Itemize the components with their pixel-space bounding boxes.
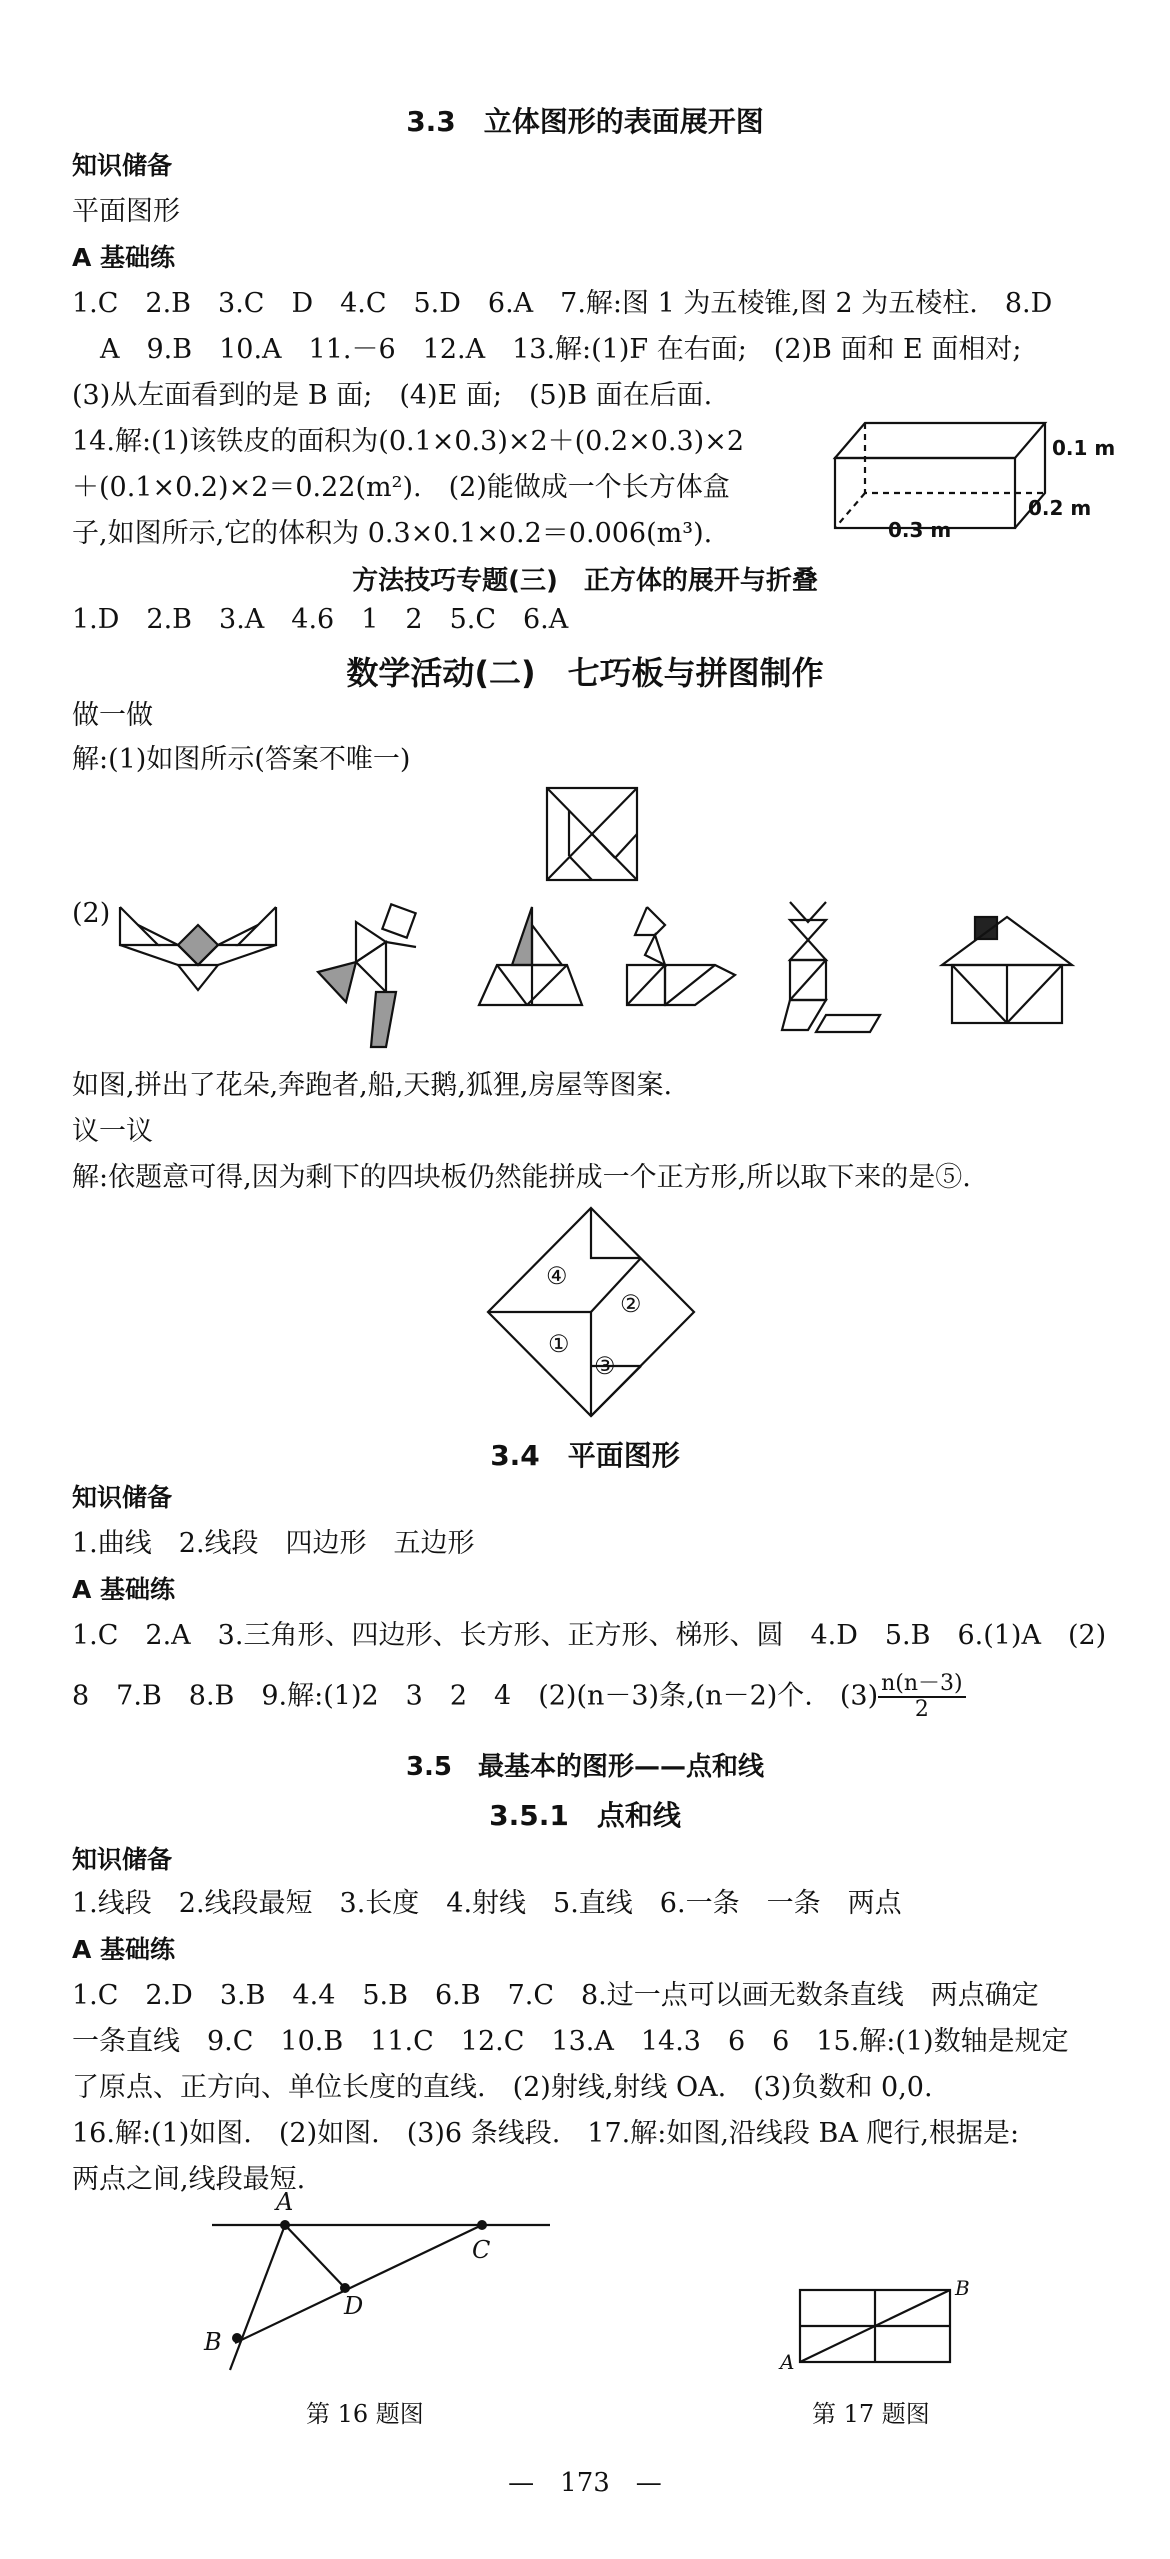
answer-line: 子,如图所示,它的体积为 0.3×0.1×0.2＝0.006(m³). [72, 518, 713, 549]
answer-line: 1.C 2.B 3.C D 4.C 5.D 6.A 7.解:图 1 为五棱锥,图 2 为五棱柱. 8.D [72, 288, 1053, 319]
box-depth-label: 0.2 m [1028, 496, 1092, 520]
piece-label-3: ③ [594, 1352, 616, 1380]
cuboid-figure [830, 418, 1090, 538]
zhishi-heading: 知识储备 [72, 151, 173, 180]
zhishi-heading: 知识储备 [72, 1845, 173, 1874]
figure-17 [798, 2288, 958, 2368]
subsection-title-3-5-1: 3.5.1 点和线 [489, 1799, 681, 1832]
answer-line: 解:依题意可得,因为剩下的四块板仍然能拼成一个正方形,所以取下来的是⑤. [72, 1162, 971, 1193]
tangram-square [545, 786, 639, 882]
fraction-denominator: 2 [914, 1697, 929, 1722]
ajichu-heading: A 基础练 [72, 243, 176, 272]
answer-line: (3)从左面看到的是 B 面; (4)E 面; (5)B 面在后面. [72, 380, 713, 411]
zhishi-heading: 知识储备 [72, 1483, 173, 1512]
answer-line: ＋(0.1×0.2)×2＝0.22(m²). (2)能做成一个长方体盒 [72, 472, 730, 503]
point-a17-label: A [780, 2350, 795, 2374]
answer-line: 1.曲线 2.线段 四边形 五边形 [72, 1528, 475, 1559]
yi-heading: 议一议 [72, 1116, 153, 1147]
tangram-house [940, 915, 1075, 1027]
figure-17-caption: 第 17 题图 [812, 2400, 930, 2428]
tangram-swan [625, 905, 745, 1025]
ajichu-heading: A 基础练 [72, 1575, 176, 1604]
section-title-3-5: 3.5 最基本的图形——点和线 [405, 1752, 765, 1782]
answer-text: 8 7.B 8.B 9.解:(1)2 3 2 4 (2)(n－3)条,(n－2)个. (3) [72, 1680, 879, 1712]
answer-line: 1.C 2.A 3.三角形、四边形、长方形、正方形、梯形、圆 4.D 5.B 6.(1)A (2) [72, 1620, 1107, 1651]
answer-line: 1.D 2.B 3.A 4.6 1 2 5.C 6.A [72, 604, 569, 635]
answer-line: 1.线段 2.线段最短 3.长度 4.射线 5.直线 6.一条 一条 两点 [72, 1888, 902, 1919]
point-b-label: B [204, 2328, 222, 2356]
section-title-huodong: 数学活动(二) 七巧板与拼图制作 [346, 654, 824, 692]
answer-line-fraction [72, 1672, 966, 1722]
point-b17-label: B [955, 2276, 970, 2300]
ajichu-heading: A 基础练 [72, 1935, 176, 1964]
box-height-label: 0.1 m [1052, 436, 1116, 460]
box-width-label: 0.3 m [888, 518, 952, 542]
section-title-3-4: 3.4 平面图形 [490, 1439, 680, 1472]
page-number: — 173 — [508, 2468, 662, 2498]
answer-line: 一条直线 9.C 10.B 11.C 12.C 13.A 14.3 6 6 15.解:(1)数轴是规定 [72, 2026, 1069, 2057]
point-a-label: A [276, 2188, 294, 2216]
tangram-runner [316, 902, 446, 1052]
answer-line: 14.解:(1)该铁皮的面积为(0.1×0.3)×2＋(0.2×0.3)×2 [72, 426, 745, 457]
part2-label: (2) [72, 898, 111, 929]
answer-line: 两点之间,线段最短. [72, 2164, 306, 2195]
section-title-fangfa: 方法技巧专题(三) 正方体的展开与折叠 [352, 566, 818, 596]
piece-label-1: ① [548, 1330, 570, 1358]
point-d-label: D [344, 2292, 364, 2320]
point-c-label: C [472, 2236, 491, 2264]
figure-16 [210, 2200, 560, 2380]
tangram-diamond [486, 1206, 696, 1418]
piece-label-4: ④ [546, 1262, 568, 1290]
answer-line: A 9.B 10.A 11.－6 12.A 13.解:(1)F 在右面; (2)B 面和 E 面相对; [100, 334, 1022, 365]
fraction-numerator: n(n－3) [878, 1672, 966, 1698]
zuo-heading: 做一做 [72, 700, 153, 731]
section-title-3-3: 3.3 立体图形的表面展开图 [406, 105, 764, 138]
answer-line: 16.解:(1)如图. (2)如图. (3)6 条线段. 17.解:如图,沿线段 BA 爬行,根据是: [72, 2118, 1020, 2149]
answer-line: 解:(1)如图所示(答案不唯一) [72, 744, 411, 775]
fraction [878, 1672, 966, 1722]
answer-line: 如图,拼出了花朵,奔跑者,船,天鹅,狐狸,房屋等图案. [72, 1070, 673, 1101]
tangram-boat [477, 905, 587, 1025]
tangram-fox [780, 900, 900, 1040]
answer-line: 了原点、正方向、单位长度的直线. (2)射线,射线 OA. (3)负数和 0,0. [72, 2072, 933, 2103]
tangram-flower [118, 905, 278, 1005]
piece-label-2: ② [620, 1290, 642, 1318]
answer-line: 1.C 2.D 3.B 4.4 5.B 6.B 7.C 8.过一点可以画无数条直线 两点确定 [72, 1980, 1039, 2011]
zhishi-answer: 平面图形 [72, 196, 180, 227]
figure-16-caption: 第 16 题图 [306, 2400, 424, 2428]
